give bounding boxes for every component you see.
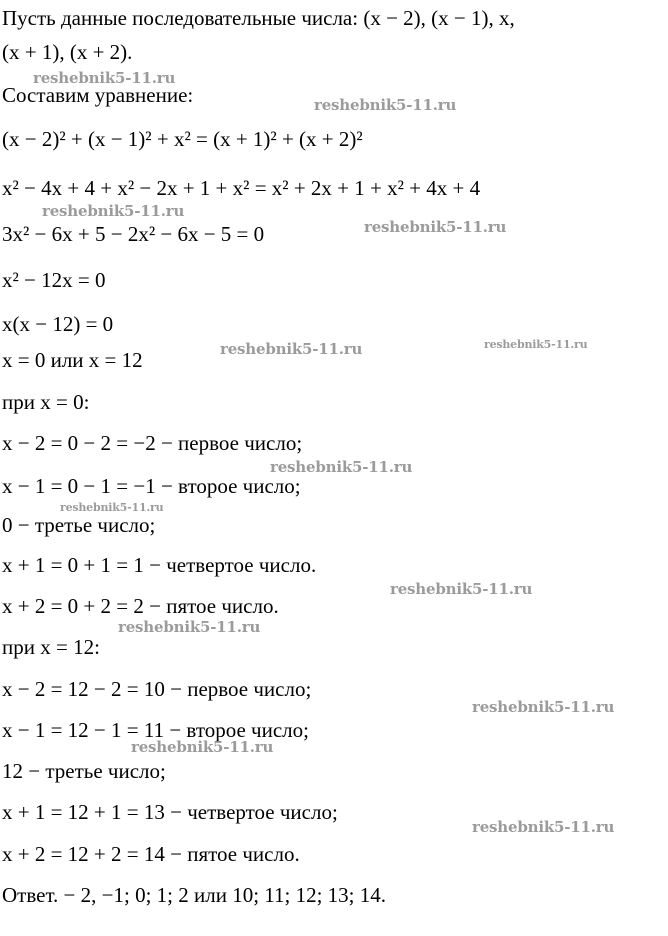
case-twelve-heading: при x = 12: <box>2 635 100 659</box>
factored-line: x(x − 12) = 0 <box>2 312 114 336</box>
case-zero-number-1: x − 2 = 0 − 2 = −2 − первое число; <box>2 431 303 455</box>
intro-line-continued: (x + 1), (x + 2). <box>2 40 133 64</box>
watermark: reshebnik5-11.ru <box>220 340 363 358</box>
equation-line: (x − 2)² + (x − 1)² + x² = (x + 1)² + (x + 2)² <box>2 127 363 151</box>
case-twelve-number-5: x + 2 = 12 + 2 = 14 − пятое число. <box>2 842 300 866</box>
case-twelve-number-3: 12 − третье число; <box>2 759 166 783</box>
case-zero-number-4: x + 1 = 0 + 1 = 1 − четвертое число. <box>2 553 317 577</box>
expansion-line: x² − 4x + 4 + x² − 2x + 1 + x² = x² + 2x + 1 + x² + 4x + 4 <box>2 176 481 200</box>
watermark: reshebnik5-11.ru <box>472 698 615 716</box>
watermark: reshebnik5-11.ru <box>60 501 164 514</box>
answer-line: Ответ. − 2, −1; 0; 1; 2 или 10; 11; 12; 13; 14. <box>2 883 387 907</box>
watermark: reshebnik5-11.ru <box>33 69 176 87</box>
watermark: reshebnik5-11.ru <box>270 458 413 476</box>
watermark: reshebnik5-11.ru <box>364 218 507 236</box>
simplification-line: 3x² − 6x + 5 − 2x² − 6x − 5 = 0 <box>2 222 265 246</box>
case-zero-number-3: 0 − третье число; <box>2 513 156 537</box>
equation-heading: Составим уравнение: <box>2 83 194 107</box>
watermark: reshebnik5-11.ru <box>42 202 185 220</box>
intro-line: Пусть данные последовательные числа: (x − 2), (x − 1), x, <box>2 6 515 30</box>
watermark: reshebnik5-11.ru <box>390 580 533 598</box>
watermark: reshebnik5-11.ru <box>314 96 457 114</box>
case-twelve-number-2: x − 1 = 12 − 1 = 11 − второе число; <box>2 718 309 742</box>
watermark: reshebnik5-11.ru <box>118 618 261 636</box>
case-twelve-number-1: x − 2 = 12 − 2 = 10 − первое число; <box>2 677 312 701</box>
case-zero-number-5: x + 2 = 0 + 2 = 2 − пятое число. <box>2 594 279 618</box>
roots-line: x = 0 или x = 12 <box>2 348 143 372</box>
case-zero-heading: при x = 0: <box>2 390 90 414</box>
watermark: reshebnik5-11.ru <box>484 338 588 351</box>
case-twelve-number-4: x + 1 = 12 + 1 = 13 − четвертое число; <box>2 800 338 824</box>
quadratic-line: x² − 12x = 0 <box>2 268 106 292</box>
case-zero-number-2: x − 1 = 0 − 1 = −1 − второе число; <box>2 474 301 498</box>
watermark: reshebnik5-11.ru <box>131 738 274 756</box>
watermark: reshebnik5-11.ru <box>472 818 615 836</box>
